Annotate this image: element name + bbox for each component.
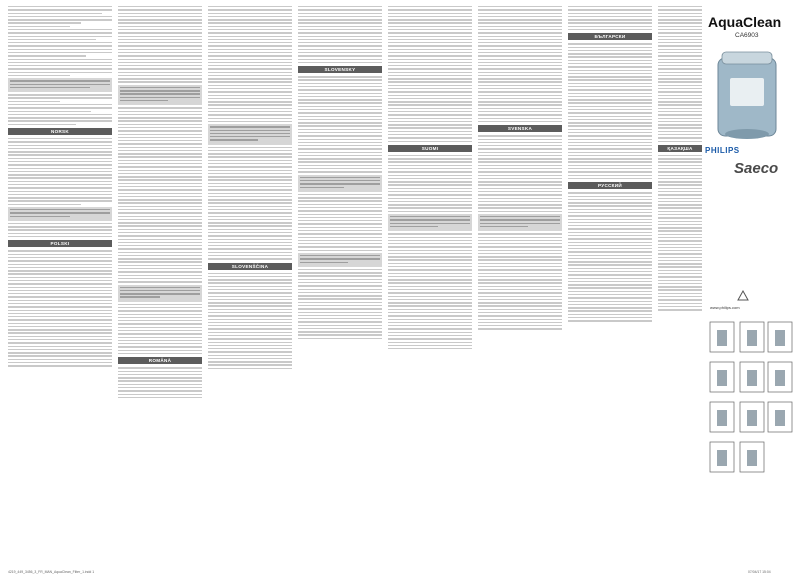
- instruction-pictograms: [706, 318, 794, 478]
- recycle-icon: [736, 290, 750, 302]
- section-header-norsk: NORSK: [8, 128, 112, 135]
- section-header-slovenscina: SLOVENŠČINA: [208, 263, 292, 270]
- filter-label: [730, 78, 764, 106]
- column-7: [568, 6, 652, 324]
- column-8: [658, 6, 702, 312]
- filter-top: [722, 52, 772, 64]
- section-header-bulgarian: БЪЛГАРСКИ: [568, 33, 652, 40]
- section-header-kazakh: ҚАЗАҚША: [658, 145, 702, 152]
- section-header-slovensky: SLOVENSKY: [298, 66, 382, 73]
- filter-illustration: [700, 48, 792, 143]
- product-title: AquaClean: [708, 14, 782, 30]
- filter-bottom: [725, 129, 769, 139]
- note-box: [8, 78, 112, 92]
- footer-date: 07/04/17 15:04: [748, 570, 771, 574]
- model-number: CA6903: [735, 32, 759, 39]
- column-6: [478, 6, 562, 332]
- column-1: [8, 6, 112, 369]
- column-2: [118, 6, 202, 400]
- section-header-russian: РУССКИЙ: [568, 182, 652, 189]
- section-header-polski: POLSKI: [8, 240, 112, 247]
- footer-file-info: 4219_449_3456_3_FR_MAN_AquaClean_Filter_1.indd 1: [8, 570, 95, 574]
- section-header-svenska: SVENSKA: [478, 125, 562, 132]
- website-link[interactable]: www.philips.com: [710, 305, 740, 310]
- column-5: [388, 6, 472, 351]
- saeco-logo: Saeco: [734, 160, 779, 177]
- section-header-romana: ROMÂNĂ: [118, 357, 202, 364]
- column-4: [298, 6, 382, 341]
- text-block: [8, 6, 112, 76]
- philips-logo: PHILIPS: [705, 146, 740, 155]
- section-header-suomi: SUOMI: [388, 145, 472, 152]
- column-3: [208, 6, 292, 371]
